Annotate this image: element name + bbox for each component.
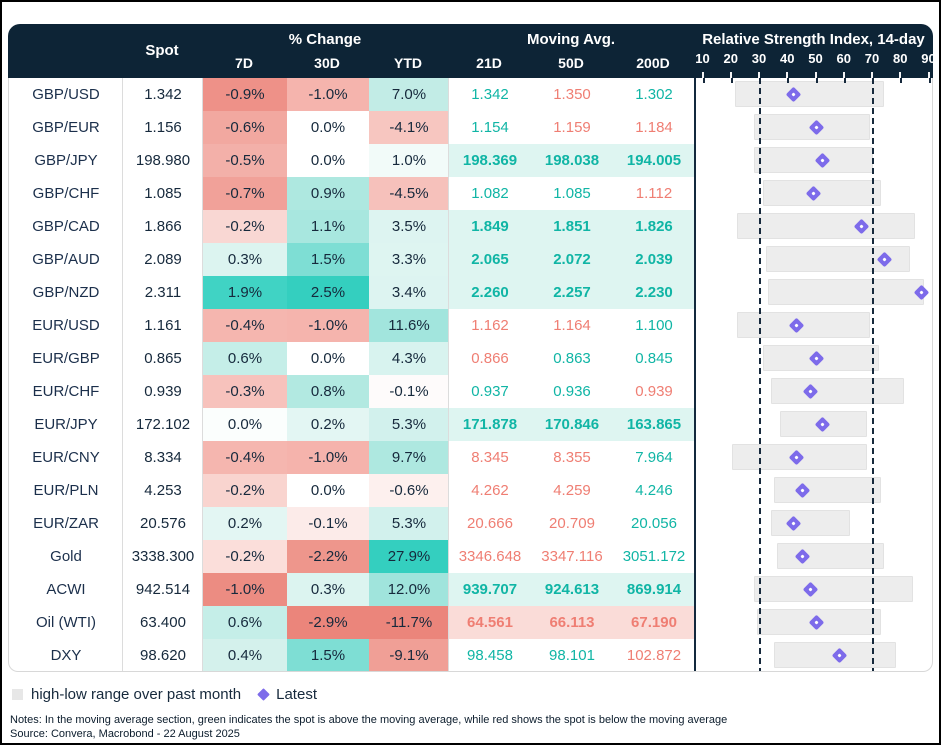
change-30d-cell: 0.0% xyxy=(287,474,369,507)
table-row xyxy=(9,639,932,672)
ma-21d-value: 2.260 xyxy=(449,276,531,309)
ma-21d-value: 1.162 xyxy=(471,317,509,334)
change-ytd-cell: 5.3% xyxy=(369,408,449,441)
ma-21d-value: 20.666 xyxy=(467,515,513,532)
instrument-label: EUR/PLN xyxy=(33,482,99,499)
range-swatch-icon xyxy=(12,689,23,700)
ma-200d-value: 20.056 xyxy=(631,515,677,532)
table-row xyxy=(9,342,932,375)
spot-value: 98.620 xyxy=(140,647,186,664)
change-7d-cell: 0.4% xyxy=(203,639,287,672)
ma-21d-value: 64.561 xyxy=(449,606,531,639)
change-7d-cell: 0.6% xyxy=(203,342,287,375)
spot-value: 0.865 xyxy=(144,350,182,367)
rsi-tick-label: 80 xyxy=(893,51,908,66)
change-7d-cell: 0.2% xyxy=(203,507,287,540)
legend-range-label: high-low range over past month xyxy=(31,685,242,703)
rsi-tick-mark xyxy=(872,78,874,83)
rsi-tick-label: 20 xyxy=(723,51,738,66)
spot-value: 172.102 xyxy=(135,416,191,433)
spot-value: 1.156 xyxy=(144,119,182,136)
ma-50d-value: 1.159 xyxy=(553,119,591,136)
change-ytd-cell: -4.1% xyxy=(369,111,449,144)
rsi-cell xyxy=(695,276,932,309)
change-ytd-cell: 9.7% xyxy=(369,441,449,474)
ma-200d-value: 163.865 xyxy=(613,408,695,441)
change-30d-cell: -1.0% xyxy=(287,309,369,342)
rsi-cell xyxy=(695,573,932,606)
rsi-range-bar xyxy=(771,510,850,536)
change-30d-cell: 0.0% xyxy=(287,144,369,177)
spot-value: 3338.300 xyxy=(131,548,195,565)
rsi-tick-label: 60 xyxy=(836,51,851,66)
source-text: Source: Convera, Macrobond - 22 August 2025 xyxy=(10,728,240,740)
table-row xyxy=(9,177,932,210)
legend-latest-label: Latest xyxy=(276,685,317,703)
spot-value: 1.161 xyxy=(144,317,182,334)
table-row xyxy=(9,144,932,177)
rsi-range-bar xyxy=(774,477,881,503)
spot-value: 0.939 xyxy=(144,383,182,400)
latest-diamond-icon xyxy=(257,688,270,701)
rsi-range-bar xyxy=(735,81,885,107)
rsi-tick-label: 50 xyxy=(808,51,823,66)
rsi-cell xyxy=(695,606,932,639)
change-ytd-cell: 3.4% xyxy=(369,276,449,309)
rsi-range-bar xyxy=(763,180,882,206)
ma-21d-value: 2.065 xyxy=(449,243,531,276)
ma-200d-value: 1.100 xyxy=(635,317,673,334)
rates-table xyxy=(8,24,936,672)
table-row xyxy=(9,507,932,540)
rsi-cell xyxy=(695,474,932,507)
change-7d-cell: -0.5% xyxy=(203,144,287,177)
rsi-cell xyxy=(695,177,932,210)
rsi-title: Relative Strength Index, 14-day xyxy=(702,31,925,48)
spot-value: 1.085 xyxy=(144,185,182,202)
change-7d-cell: -0.7% xyxy=(203,177,287,210)
table-row xyxy=(9,243,932,276)
change-ytd-cell: 12.0% xyxy=(369,573,449,606)
rsi-range-bar xyxy=(771,378,904,404)
change-30d-cell: 0.8% xyxy=(287,375,369,408)
rsi-tick-label: 30 xyxy=(751,51,767,66)
change-30d-cell: 0.0% xyxy=(287,111,369,144)
rsi-cell xyxy=(695,342,932,375)
instrument-label: Oil (WTI) xyxy=(36,614,96,631)
rsi-cell xyxy=(695,441,932,474)
change-7d-cell: -0.9% xyxy=(203,78,287,111)
change-30d-cell: 1.1% xyxy=(287,210,369,243)
change-30d-cell: 0.0% xyxy=(287,342,369,375)
rsi-tick-label: 10 xyxy=(695,51,710,66)
change-7d-cell: -0.3% xyxy=(203,375,287,408)
change-ytd-cell: -4.5% xyxy=(369,177,449,210)
spot-value: 942.514 xyxy=(135,581,191,598)
change-7d-cell: -0.2% xyxy=(203,210,287,243)
spot-value: 1.866 xyxy=(144,218,182,235)
change-7d-cell: 0.0% xyxy=(203,408,287,441)
table-row xyxy=(9,441,932,474)
table-row xyxy=(9,276,932,309)
spot-value: 8.334 xyxy=(144,449,182,466)
legend xyxy=(12,685,317,703)
ma-50d-value: 2.072 xyxy=(531,243,613,276)
spot-value: 2.311 xyxy=(144,284,182,301)
rsi-cell xyxy=(695,507,932,540)
ma-50d-value: 1.164 xyxy=(553,317,591,334)
spot-value: 63.400 xyxy=(140,614,186,631)
ma-200d-value: 67.190 xyxy=(613,606,695,639)
column-header-ytd: YTD xyxy=(394,55,422,71)
change-ytd-cell: 7.0% xyxy=(369,78,449,111)
ma-50d-value: 170.846 xyxy=(531,408,613,441)
table-body xyxy=(8,78,933,672)
rsi-tick-mark xyxy=(816,78,818,83)
ma-50d-value: 3347.116 xyxy=(541,548,603,565)
change-ytd-cell: 1.0% xyxy=(369,144,449,177)
table-header xyxy=(8,24,936,78)
table-row xyxy=(9,375,932,408)
rsi-tick-mark xyxy=(703,78,705,83)
spot-value: 20.576 xyxy=(140,515,186,532)
change-ytd-cell: 4.3% xyxy=(369,342,449,375)
table-row xyxy=(9,111,932,144)
table-row xyxy=(9,309,932,342)
ma-21d-value: 3346.648 xyxy=(458,548,522,565)
rsi-cell xyxy=(695,540,932,573)
ma-21d-value: 0.866 xyxy=(471,350,509,367)
instrument-label: GBP/JPY xyxy=(34,152,98,169)
instrument-label: EUR/ZAR xyxy=(33,515,99,532)
ma-200d-value: 2.039 xyxy=(613,243,695,276)
instrument-label: DXY xyxy=(50,647,82,664)
change-30d-cell: 2.5% xyxy=(287,276,369,309)
change-ytd-cell: -0.1% xyxy=(369,375,449,408)
instrument-label: EUR/CHF xyxy=(32,383,100,400)
column-header-50d: 50D xyxy=(558,55,584,71)
change-30d-cell: -0.1% xyxy=(287,507,369,540)
rsi-cell xyxy=(695,243,932,276)
instrument-label: GBP/AUD xyxy=(32,251,100,268)
separator-change-ma xyxy=(448,78,449,671)
change-30d-cell: -1.0% xyxy=(287,78,369,111)
rsi-tick-mark xyxy=(844,78,846,83)
ma-50d-value: 20.709 xyxy=(549,515,595,532)
rsi-cell xyxy=(695,639,932,672)
column-group-moving-avg: Moving Avg. xyxy=(526,31,616,48)
ma-200d-value: 2.230 xyxy=(613,276,695,309)
spot-value: 1.342 xyxy=(144,86,182,103)
ma-200d-value: 194.005 xyxy=(613,144,695,177)
rsi-range-bar xyxy=(737,213,915,239)
rsi-range-bar xyxy=(754,576,912,602)
ma-50d-value: 1.085 xyxy=(553,185,591,202)
instrument-label: Gold xyxy=(50,548,82,565)
table-row xyxy=(9,606,932,639)
ma-50d-value: 1.350 xyxy=(553,86,591,103)
ma-21d-value: 8.345 xyxy=(471,449,509,466)
instrument-label: EUR/CNY xyxy=(32,449,100,466)
rsi-tick-mark xyxy=(929,78,931,83)
ma-50d-value: 1.851 xyxy=(531,210,613,243)
rsi-cell xyxy=(695,309,932,342)
change-30d-cell: -2.2% xyxy=(287,540,369,573)
column-header-spot: Spot xyxy=(145,42,179,59)
ma-200d-value: 1.826 xyxy=(613,210,695,243)
ma-21d-value: 198.369 xyxy=(449,144,531,177)
change-7d-cell: -0.4% xyxy=(203,441,287,474)
ma-200d-value: 7.964 xyxy=(635,449,673,466)
ma-50d-value: 8.355 xyxy=(553,449,591,466)
change-ytd-cell: 3.5% xyxy=(369,210,449,243)
ma-200d-value: 1.112 xyxy=(635,185,673,202)
column-header-7d: 7D xyxy=(235,55,253,71)
ma-200d-value: 1.302 xyxy=(635,86,673,103)
rsi-tick-label: 40 xyxy=(780,51,795,66)
notes-text: Notes: In the moving average section, green indicates the spot is above the moving average, while red shows the spot is below the moving average xyxy=(10,714,728,726)
ma-21d-value: 1.082 xyxy=(471,185,509,202)
rsi-tick-mark xyxy=(731,78,733,83)
ma-21d-value: 939.707 xyxy=(449,573,531,606)
change-7d-cell: -0.2% xyxy=(203,474,287,507)
change-7d-cell: -0.6% xyxy=(203,111,287,144)
rsi-range-bar xyxy=(777,543,884,569)
ma-21d-value: 1.154 xyxy=(471,119,509,136)
change-30d-cell: -2.9% xyxy=(287,606,369,639)
ma-50d-value: 66.113 xyxy=(531,606,613,639)
column-group-pct-change: % Change xyxy=(288,31,362,48)
ma-21d-value: 4.262 xyxy=(471,482,509,499)
instrument-label: GBP/CHF xyxy=(32,185,100,202)
rsi-cell xyxy=(695,111,932,144)
ma-50d-value: 4.259 xyxy=(553,482,591,499)
ma-200d-value: 4.246 xyxy=(635,482,673,499)
change-7d-cell: 0.6% xyxy=(203,606,287,639)
spot-value: 198.980 xyxy=(135,152,191,169)
spot-value: 2.089 xyxy=(144,251,182,268)
table-row xyxy=(9,78,932,111)
rsi-tick-label: 70 xyxy=(864,51,880,66)
rsi-cell xyxy=(695,375,932,408)
table-row xyxy=(9,408,932,441)
ma-21d-value: 1.342 xyxy=(471,86,509,103)
change-ytd-cell: 11.6% xyxy=(369,309,449,342)
ma-200d-value: 0.845 xyxy=(635,350,673,367)
instrument-label: ACWI xyxy=(46,581,86,598)
spot-value: 4.253 xyxy=(144,482,182,499)
column-header-30d: 30D xyxy=(314,55,340,71)
ma-200d-value: 0.939 xyxy=(635,383,673,400)
instrument-label: EUR/USD xyxy=(32,317,100,334)
change-ytd-cell: -11.7% xyxy=(369,606,449,639)
table-row xyxy=(9,474,932,507)
column-header-21d: 21D xyxy=(476,55,502,71)
separator-ma-rsi xyxy=(694,78,696,671)
rsi-cell xyxy=(695,210,932,243)
instrument-label: GBP/EUR xyxy=(32,119,100,136)
instrument-label: GBP/USD xyxy=(32,86,100,103)
table-row xyxy=(9,573,932,606)
table-row xyxy=(9,210,932,243)
ma-21d-value: 0.937 xyxy=(471,383,509,400)
ma-200d-value: 102.872 xyxy=(626,647,682,664)
ma-50d-value: 924.613 xyxy=(531,573,613,606)
rsi-tick-label: 90 xyxy=(921,51,936,66)
ma-200d-value: 1.184 xyxy=(635,119,673,136)
ma-21d-value: 1.849 xyxy=(449,210,531,243)
ma-200d-value: 3051.172 xyxy=(622,548,686,565)
ma-50d-value: 98.101 xyxy=(549,647,595,664)
rsi-tick-mark xyxy=(787,78,789,83)
change-7d-cell: 0.3% xyxy=(203,243,287,276)
change-7d-cell: -0.2% xyxy=(203,540,287,573)
change-ytd-cell: -9.1% xyxy=(369,639,449,672)
change-30d-cell: -1.0% xyxy=(287,441,369,474)
column-header-200d: 200D xyxy=(636,55,670,71)
instrument-label: EUR/JPY xyxy=(34,416,98,433)
ma-50d-value: 198.038 xyxy=(531,144,613,177)
change-ytd-cell: 27.9% xyxy=(369,540,449,573)
ma-50d-value: 0.863 xyxy=(553,350,591,367)
rsi-range-bar xyxy=(768,279,923,305)
separator-pair-spot xyxy=(122,78,123,671)
rsi-tick-mark xyxy=(759,78,761,83)
change-ytd-cell: -0.6% xyxy=(369,474,449,507)
rsi-cell xyxy=(695,144,932,177)
separator-spot-change xyxy=(202,78,203,671)
change-30d-cell: 0.2% xyxy=(287,408,369,441)
change-ytd-cell: 5.3% xyxy=(369,507,449,540)
rsi-tick-mark xyxy=(900,78,902,83)
table-row xyxy=(9,540,932,573)
ma-21d-value: 98.458 xyxy=(467,647,513,664)
change-30d-cell: 0.9% xyxy=(287,177,369,210)
ma-21d-value: 171.878 xyxy=(449,408,531,441)
instrument-label: GBP/NZD xyxy=(32,284,100,301)
change-7d-cell: 1.9% xyxy=(203,276,287,309)
rsi-cell xyxy=(695,408,932,441)
ma-200d-value: 869.914 xyxy=(613,573,695,606)
ma-50d-value: 2.257 xyxy=(531,276,613,309)
change-ytd-cell: 3.3% xyxy=(369,243,449,276)
change-7d-cell: -0.4% xyxy=(203,309,287,342)
change-7d-cell: -1.0% xyxy=(203,573,287,606)
change-30d-cell: 1.5% xyxy=(287,639,369,672)
change-30d-cell: 0.3% xyxy=(287,573,369,606)
instrument-label: GBP/CAD xyxy=(32,218,100,235)
instrument-label: EUR/GBP xyxy=(32,350,100,367)
rsi-range-bar xyxy=(754,147,873,173)
ma-50d-value: 0.936 xyxy=(553,383,591,400)
change-30d-cell: 1.5% xyxy=(287,243,369,276)
